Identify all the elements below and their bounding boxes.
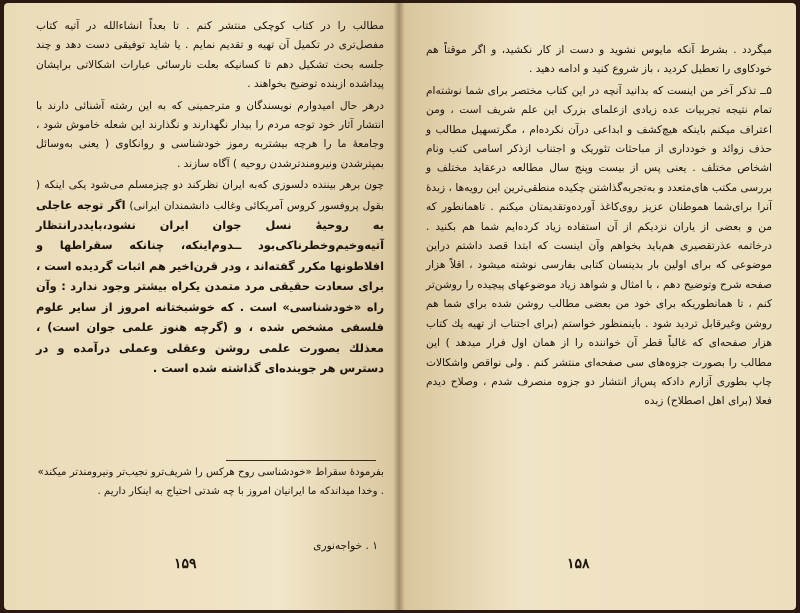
right-page-body: [426, 41, 772, 414]
left-page: [4, 3, 400, 610]
right-paragraph-1: میگردد . بشرط آنکه مایوس نشوید و دست از کار نکشید، و اگر موقتاً هم خودکاوی را تعطیل کردید ، باز شروع کنید و ادامه دهید .: [426, 44, 772, 76]
left-paragraph-2: درهر حال امیدوارم نویسندگان و مترجمینی که به این رشته آشنائی دارند با انتشار آثار خود توجه مردم را بیدار نگهدارند و نگذارند این شعله خاموش شود ، وجامعهٔ ما را هرچه بیشتربه رموز خودشناسی و روانکاوی ( یعنی به‌وسائل بمپترشدن ونیرومندترشدن روحیه ) آگاه سازند .: [36, 99, 384, 170]
left-paragraph-3-plain: چون برهر بیننده دلسوزی که‌به ایران نظرکند دو چیزمسلم می‌شود یکی اینکه ( بقول پروفسور کروس آمریکائی وغالب دانشمندان ایرانی): [36, 179, 384, 212]
right-paragraph-2: ۵ــ تذکر آخر من اینست که بدانید آنچه در این کتاب مختصر برای شما نوشته‌ام تمام نتیجه تجربیات عده زیادی ازعلمای بزرک این علم شریف است ، ومن اعتراف میکنم باینکه هیچ‌کشف و ابداعی درآن نکرده‌ام ، مگرتسهیل مطالب و حذف زوائد و خودداری از مباحثات تئوریک و اجتناب ازذکر اسامی کتب ونام اشخاص مختلف . یعنی پس از بیست وپنج سال مطالعه درعقاید مختلف و بررسی مکتب های‌متعدد و به‌تجربه‌گذاشتن چکیده منطقی‌ترین این رویه‌ها ، زبدهٔ آنرا برای‌شما هموطنان عزیز روی‌کاغذ آورده‌وتقدیمتان میکنم . تاهمانطور که من و بعضی از یاران نزدیکم از آن استفاده زیاد کرده‌ایم شما هم بکنید . درخاتمه عذرتقصیری هم‌باید بخواهم وآن اینست که ابتدا قصد داشتم دراین موضوعی که برای اولین بار بدینسان کتابی بفارسی نوشته میشود ، اقلاً هزار صفحه شرح وتوضیح دهم ، با امثال و شواهد زیاد موضوعهای پیچیده را روشن‌تر کنم ، تا همانطوریکه برای خود من بعضی مطالب روشن شده برای شما هم روشن وغیرقابل تردید شود . باینمنظور خواستم (برای اجتناب از تهیه یك کتاب هزار صفحه‌ای که غالباً قطر آن خواننده را از همان اول فرار میدهد ) این مطالب را بصورت جزوه‌های سی صفحه‌ای منتشر کنم . ولی نواقص واشکالات چاپ بطوری آزارم دادکه پس‌از انتشار دو جزوه منصرف شدم ، وصلاح دیدم فعلا (برای اهل اصطلاح) زبده: [426, 84, 772, 408]
left-page-number: ۱۵۹: [174, 556, 197, 572]
footnote-divider: [226, 460, 376, 461]
book-gutter: [393, 3, 405, 610]
left-page-body: [36, 17, 384, 381]
right-page-number: ۱۵۸: [567, 556, 590, 572]
left-paragraph-3: [36, 176, 384, 379]
footnote-text: بفرمودهٔ سقراط «خودشناسی روح هرکس را شریف‌ترو نجیب‌تر ونیرومندتر میکند» . وخدا میداندکه ما ایرانیان امروز با چه شدتی احتیاج به اینکار داریم .: [37, 467, 384, 497]
left-paragraph-1: مطالب را در کتاب کوچکی منتشر کنم . تا بعداً انشاءالله در آتیه کتاب مفصل‌تری در تکمیل آن تهیه و تقدیم نمایم . یا شاید توفیقی دست دهد و چند جلسه بحث تشکیل دهم تا کسانیکه بعلت نارسائی عبارات اشکالاتی برایشان پیداشده ازبنده توضیح بخواهند .: [36, 20, 384, 91]
right-page: [400, 3, 796, 610]
left-bold-passage: اگر توجه عاجلی به روحیهٔ نسل جوان ایران نشود،بایددرانتظار آتیه‌وخیم‌وخطرناکی‌بود ــدوم‌اینکه، چنانکه سقراطها و افلاطونها مکرر گفته‌اند ، ودر قرن‌اخیر هم اثبات گردیده است ، برای سعادت حقیقی مرد متمدن یکراه بیشتر وجود ندارد : وآن راه «خودشناسی» است . که خوشبختانه امروز از سایر علوم فلسفی مشخص شده ، و (گرچه هنوز علمی جوان است) ، معذلك بصورت علمی روشن وعقلی وعملی درآمده و در دسترس هر جوینده‌ای گذاشته شده است .: [35, 197, 384, 375]
left-footnote: [36, 463, 384, 501]
footnote-reference: ۱ . خواجه‌نوری: [313, 540, 378, 552]
